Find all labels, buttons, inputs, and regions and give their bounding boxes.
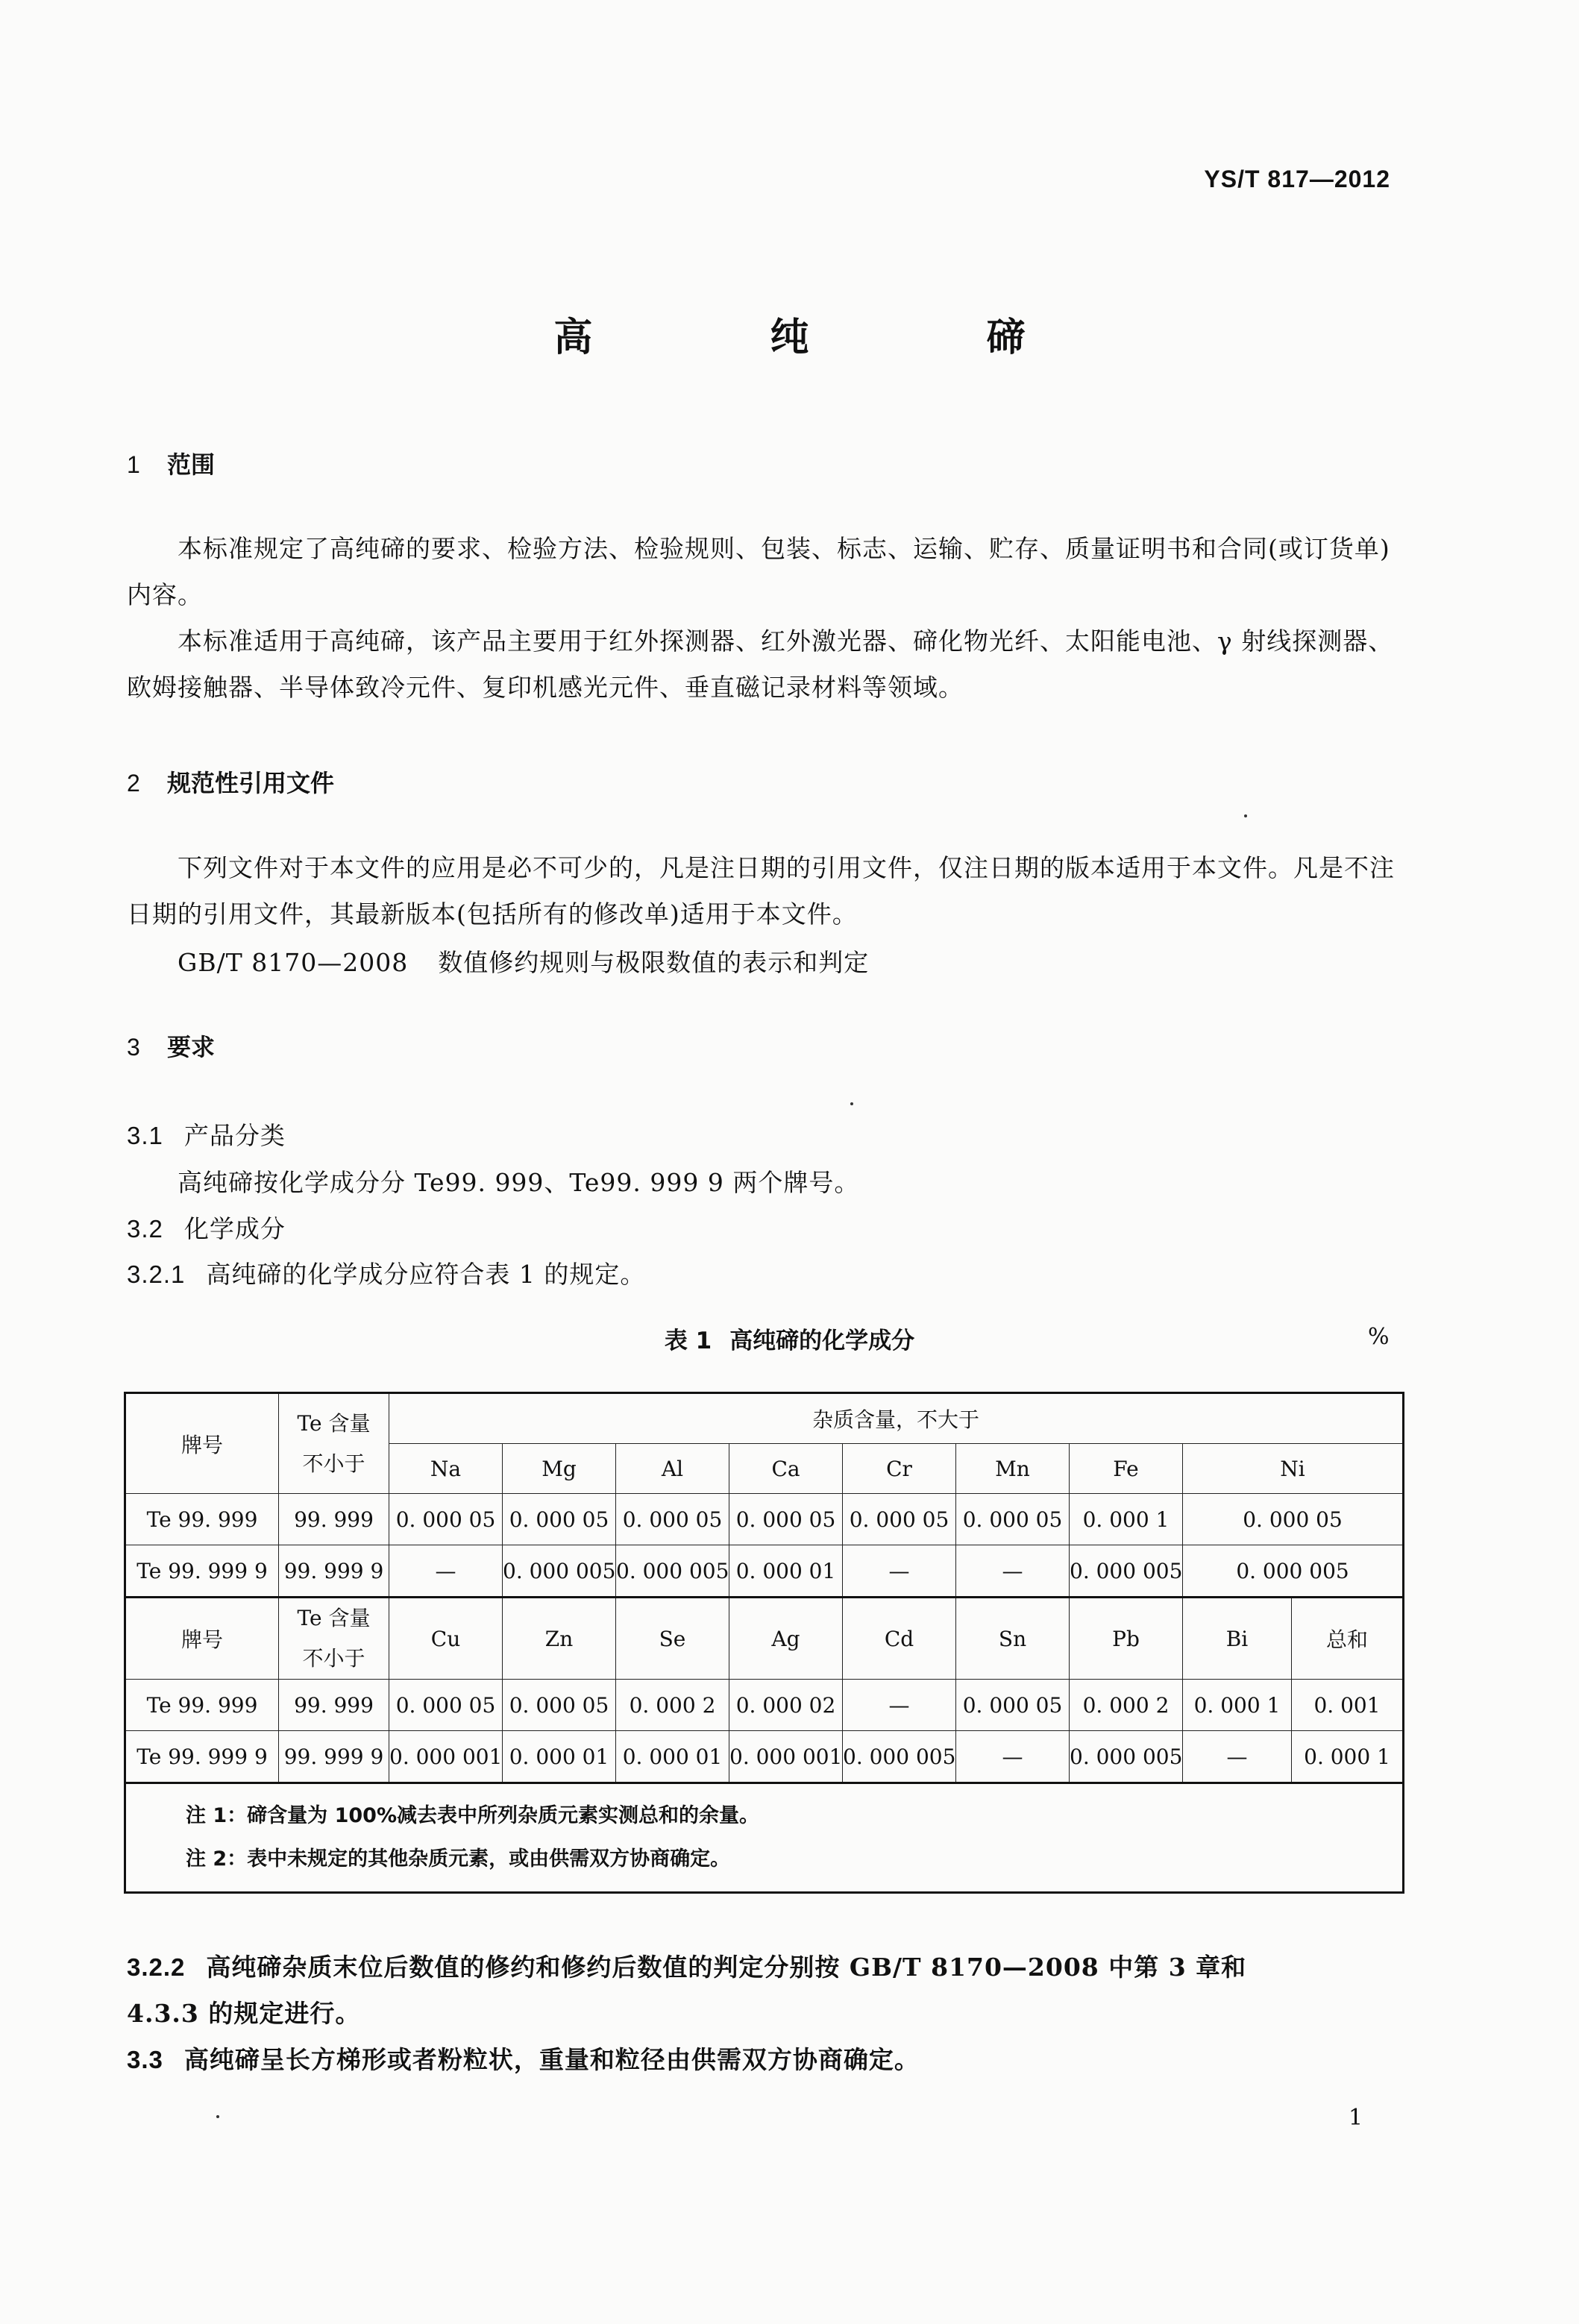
- clause-number: 3.3: [127, 2046, 163, 2073]
- section-2-heading: [127, 764, 334, 799]
- section-1-heading: [127, 446, 215, 480]
- value-cell: —: [956, 1731, 1070, 1783]
- element-header: Cu: [389, 1598, 503, 1680]
- document-title: 高 纯 碲: [553, 315, 1108, 360]
- te-cell: 99. 999 9: [279, 1731, 389, 1783]
- section-number: 2: [127, 770, 140, 797]
- table-note: 注 2：表中未规定的其他杂质元素，或由供需双方协商确定。: [186, 1847, 731, 1871]
- standard-code: YS/T 817—2012: [1204, 166, 1390, 192]
- element-header: Cd: [843, 1598, 956, 1680]
- element-header: Fe: [1070, 1444, 1183, 1494]
- value-cell: 0. 000 001: [389, 1731, 503, 1783]
- clause-3-1: [127, 1117, 286, 1152]
- value-cell: 0. 000 05: [616, 1494, 729, 1545]
- te-cell: 99. 999 9: [279, 1545, 389, 1598]
- element-header: Pb: [1070, 1598, 1183, 1680]
- value-cell: 0. 000 05: [956, 1494, 1070, 1545]
- grade-cell: Te 99. 999: [125, 1494, 279, 1545]
- page-number: 1: [1349, 2105, 1363, 2131]
- section-title: 规范性引用文件: [167, 769, 335, 797]
- element-header: Na: [389, 1444, 503, 1494]
- element-header: Ag: [729, 1598, 843, 1680]
- table-unit: %: [1368, 1324, 1390, 1350]
- element-header: 总和: [1292, 1598, 1404, 1680]
- element-header: Ca: [729, 1444, 843, 1494]
- table-row: [125, 1494, 1404, 1545]
- value-cell: 0. 000 1: [1070, 1494, 1183, 1545]
- element-header: Cr: [843, 1444, 956, 1494]
- section-title: 范围: [167, 450, 216, 479]
- value-cell: 0. 000 05: [843, 1494, 956, 1545]
- element-header: Sn: [956, 1598, 1070, 1680]
- te-cell: 99. 999: [279, 1494, 389, 1545]
- clause-3-1-text: 高纯碲按化学成分分 Te99. 999、Te99. 999 9 两个牌号。: [178, 1168, 860, 1197]
- value-cell: 0. 000 005: [1070, 1545, 1183, 1598]
- value-cell: 0. 000 005: [503, 1545, 616, 1598]
- chemical-composition-table: [124, 1392, 1404, 1894]
- value-cell: 0. 000 2: [1070, 1680, 1183, 1731]
- clause-3-3: [127, 2041, 920, 2076]
- value-cell: 0. 000 005: [1183, 1545, 1404, 1598]
- table-number: 表 1: [664, 1328, 712, 1354]
- header-grade: 牌号: [125, 1598, 279, 1680]
- value-cell: 0. 000 2: [616, 1680, 729, 1731]
- value-cell: 0. 000 1: [1183, 1680, 1292, 1731]
- table-1-caption: [0, 1322, 1579, 1355]
- value-cell: 0. 000 005: [616, 1545, 729, 1598]
- element-header: Zn: [503, 1598, 616, 1680]
- grade-cell: Te 99. 999 9: [125, 1731, 279, 1783]
- scan-speck: [1244, 814, 1247, 817]
- value-cell: 0. 000 01: [729, 1545, 843, 1598]
- element-header: Mg: [503, 1444, 616, 1494]
- value-cell: —: [956, 1545, 1070, 1598]
- header-grade: 牌号: [125, 1393, 279, 1494]
- table-note: 注 1：碲含量为 100%减去表中所列杂质元素实测总和的余量。: [186, 1804, 759, 1827]
- section-number: 1: [127, 451, 140, 478]
- section-3-heading: [127, 1028, 215, 1063]
- section-1-paragraph-2: 本标准适用于高纯碲，该产品主要用于红外探测器、红外激光器、碲化物光纤、太阳能电池、γ 射线探测器、欧姆接触器、半导体致冷元件、复印机感光元件、垂直磁记录材料等领域。: [127, 626, 1394, 702]
- value-cell: 0. 000 1: [1292, 1731, 1404, 1783]
- clause-3-2-2-continued: 4.3.3 的规定进行。: [127, 1999, 361, 2028]
- clause-text: 高纯碲杂质末位后数值的修约和修约后数值的判定分别按 GB/T 8170—2008 中第 3 章和: [206, 1953, 1247, 1982]
- reference-title: 数值修约规则与极限数值的表示和判定: [438, 948, 870, 977]
- value-cell: —: [843, 1545, 956, 1598]
- value-cell: 0. 000 05: [389, 1680, 503, 1731]
- section-2-paragraph: 下列文件对于本文件的应用是必不可少的，凡是注日期的引用文件，仅注日期的版本适用于本文件。凡是不注日期的引用文件，其最新版本(包括所有的修改单)适用于本文件。: [127, 853, 1395, 929]
- table-title: 高纯碲的化学成分: [729, 1328, 915, 1354]
- section-1-paragraph-1: 本标准规定了高纯碲的要求、检验方法、检验规则、包装、标志、运输、贮存、质量证明书和合同(或订货单)内容。: [127, 534, 1390, 609]
- clause-number: 3.2.1: [127, 1260, 186, 1288]
- value-cell: —: [843, 1680, 956, 1731]
- value-cell: 0. 000 01: [616, 1731, 729, 1783]
- value-cell: —: [389, 1545, 503, 1598]
- value-cell: 0. 000 02: [729, 1680, 843, 1731]
- value-cell: 0. 000 05: [389, 1494, 503, 1545]
- header-impurity: 杂质含量，不大于: [389, 1393, 1404, 1444]
- clause-number: 3.1: [127, 1122, 163, 1149]
- section-title: 要求: [167, 1033, 216, 1061]
- element-header: Bi: [1183, 1598, 1292, 1680]
- element-header: Mn: [956, 1444, 1070, 1494]
- clause-3-2-1: [127, 1255, 645, 1290]
- value-cell: 0. 000 05: [729, 1494, 843, 1545]
- clause-title: 产品分类: [183, 1121, 286, 1150]
- clause-number: 3.2.2: [127, 1953, 186, 1981]
- clause-3-2: [127, 1210, 286, 1245]
- element-header: Se: [616, 1598, 729, 1680]
- table-row: [125, 1680, 1404, 1731]
- table-row: [125, 1545, 1404, 1598]
- normative-reference: [178, 943, 869, 979]
- value-cell: 0. 000 05: [956, 1680, 1070, 1731]
- clause-3-2-2: [127, 1948, 1246, 1983]
- element-header: Al: [616, 1444, 729, 1494]
- value-cell: —: [1183, 1731, 1292, 1783]
- value-cell: 0. 000 001: [729, 1731, 843, 1783]
- table-row: [125, 1731, 1404, 1783]
- scan-speck: [216, 2115, 219, 2118]
- grade-cell: Te 99. 999: [125, 1680, 279, 1731]
- reference-code: GB/T 8170—2008: [178, 948, 409, 977]
- header-te-content: Te 含量 不小于: [279, 1598, 389, 1680]
- element-header: Ni: [1183, 1444, 1404, 1494]
- value-cell: 0. 000 05: [503, 1680, 616, 1731]
- value-cell: 0. 000 005: [1070, 1731, 1183, 1783]
- clause-title: 化学成分: [183, 1214, 286, 1243]
- table-notes: [125, 1783, 1404, 1893]
- value-cell: 0. 000 05: [503, 1494, 616, 1545]
- clause-text: 高纯碲呈长方梯形或者粉粒状，重量和粒径由供需双方协商确定。: [183, 2045, 920, 2074]
- grade-cell: Te 99. 999 9: [125, 1545, 279, 1598]
- clause-number: 3.2: [127, 1215, 163, 1243]
- value-cell: 0. 001: [1292, 1680, 1404, 1731]
- value-cell: 0. 000 005: [843, 1731, 956, 1783]
- header-te-content: Te 含量 不小于: [279, 1393, 389, 1494]
- section-number: 3: [127, 1034, 140, 1061]
- scan-speck: [850, 1102, 853, 1105]
- value-cell: 0. 000 05: [1183, 1494, 1404, 1545]
- clause-text: 高纯碲的化学成分应符合表 1 的规定。: [206, 1260, 646, 1289]
- te-cell: 99. 999: [279, 1680, 389, 1731]
- value-cell: 0. 000 01: [503, 1731, 616, 1783]
